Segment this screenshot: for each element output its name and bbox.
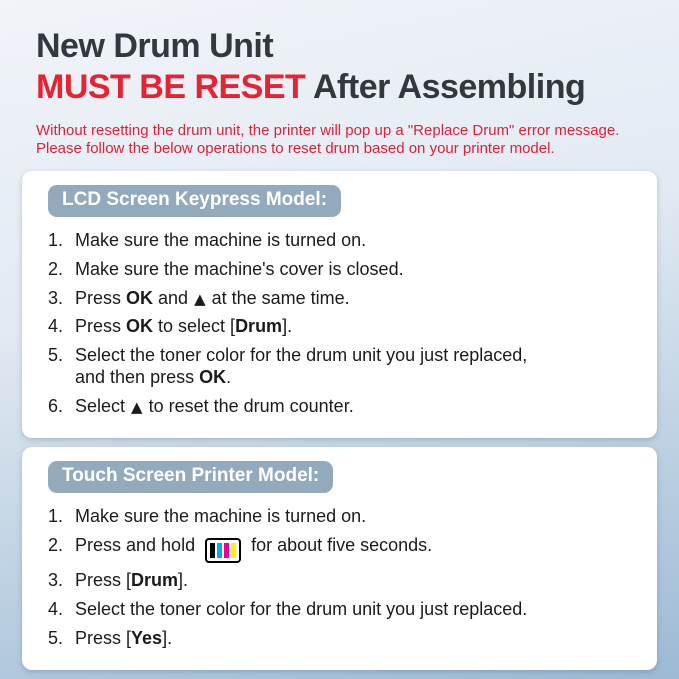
title-after-assembling: After Assembling: [305, 68, 586, 107]
step-text: Press OK and ▲ at the same time.: [75, 287, 350, 308]
step-item: [48, 396, 631, 418]
step-item: [48, 599, 631, 621]
card-badge: Touch Screen Printer Model:: [48, 461, 333, 493]
step-item: [48, 230, 631, 252]
card-badge: LCD Screen Keypress Model:: [48, 185, 341, 217]
step-number: 5.: [48, 345, 64, 366]
up-triangle-icon: ▲: [194, 289, 206, 308]
step-number: 2.: [48, 535, 64, 556]
page-title: [36, 26, 643, 109]
step-number: 3.: [48, 570, 64, 591]
step-item: [48, 345, 631, 389]
step-number: 4.: [48, 598, 64, 619]
step-text-bold: Yes: [131, 627, 163, 648]
page-header: [0, 0, 679, 159]
step-item: [48, 628, 631, 650]
step-text: Press [Yes].: [75, 627, 173, 648]
step-text: Press OK to select [Drum].: [75, 316, 293, 337]
step-text-bold: OK: [126, 316, 154, 337]
step-text: Make sure the machine's cover is closed.: [75, 258, 404, 279]
step-text-bold: Drum: [131, 570, 179, 591]
toner-bar-m: [224, 543, 229, 558]
step-list: [48, 230, 631, 419]
step-item: [48, 259, 631, 281]
step-number: 6.: [48, 396, 64, 417]
lcd-keypress-instructions-card: [22, 171, 657, 438]
step-text: Select the toner color for the drum unit you just replaced, and then press OK.: [75, 345, 528, 388]
step-item: [48, 288, 631, 310]
step-text-bold: OK: [199, 367, 227, 388]
step-item: [48, 535, 631, 563]
title-line-1: New Drum Unit: [36, 27, 274, 65]
warning-note-line-2: Please follow the below operations to reset drum based on your printer model.: [36, 140, 555, 158]
up-triangle-icon: ▲: [131, 398, 143, 417]
step-text: Select the toner color for the drum unit you just replaced.: [75, 598, 528, 619]
step-number: 5.: [48, 627, 64, 648]
step-number: 4.: [48, 316, 64, 337]
step-number: 1.: [48, 506, 64, 527]
step-item: [48, 506, 631, 528]
step-text: Press and hold for about five seconds.: [75, 535, 432, 563]
step-text: Make sure the machine is turned on.: [75, 229, 367, 250]
step-number: 3.: [48, 287, 64, 308]
touch-screen-instructions-card: [22, 447, 657, 670]
toner-bar-k: [210, 543, 215, 558]
warning-note: [36, 122, 643, 159]
step-text: Make sure the machine is turned on.: [75, 506, 367, 527]
toner-button-icon: [205, 538, 241, 563]
step-item: [48, 316, 631, 338]
step-text-bold: OK: [126, 287, 154, 308]
step-text: Press [Drum].: [75, 570, 189, 591]
title-must-be-reset: MUST BE RESET: [36, 68, 306, 107]
step-item: [48, 570, 631, 592]
step-number: 2.: [48, 258, 64, 279]
title-line-2: [36, 67, 643, 108]
step-number: 1.: [48, 229, 64, 250]
warning-note-line-1: Without resetting the drum unit, the printer will pop up a "Replace Drum" error message.: [36, 121, 620, 139]
step-text: Select ▲ to reset the drum counter.: [75, 396, 354, 417]
toner-bar-y: [231, 543, 236, 558]
toner-bar-c: [217, 543, 222, 558]
step-text-bold: Drum: [235, 316, 283, 337]
step-list: [48, 506, 631, 650]
